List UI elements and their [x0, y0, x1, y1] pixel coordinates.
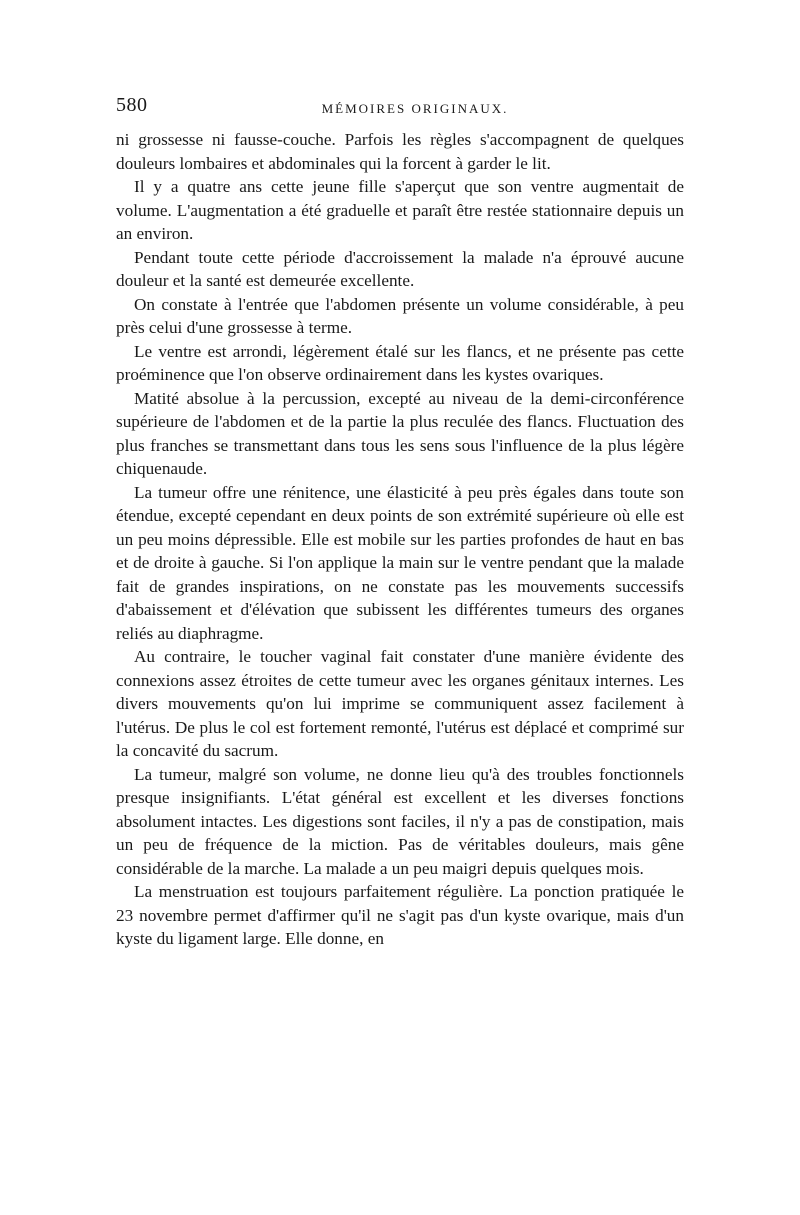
document-page — [116, 94, 684, 951]
page-number: 580 — [116, 94, 148, 116]
running-head: MÉMOIRES ORIGINAUX. — [321, 101, 509, 116]
paragraph: Matité absolue à la percussion, excepté au niveau de la demi-circonférence supérieure de l'abdomen et de la partie la plus reculée des flancs. Fluctuation des plus franches se transmettant dans tous les sens sous l'influence de la plus légère chiquenaude. — [116, 388, 684, 478]
page-header — [116, 94, 684, 128]
paragraph-continuation: ni grossesse ni fausse-couche. Parfois les règles s'accompagnent de quelques douleurs lombaires et abdominales qui la forcent à garder le lit. — [116, 130, 684, 173]
paragraph: Il y a quatre ans cette jeune fille s'aperçut que son ventre augmentait de volume. L'augmentation a été graduelle et paraît être restée stationnaire depuis un an environ. — [116, 177, 684, 243]
paragraph: Le ventre est arrondi, légèrement étalé sur les flancs, et ne présente pas cette proéminence que l'on observe ordinairement dans les kystes ovariques. — [116, 341, 684, 384]
paragraph: La menstruation est toujours parfaitement régulière. La ponction pratiquée le 23 novembre permet d'affirmer qu'il ne s'agit pas d'un kyste ovarique, mais d'un kyste du ligament large. Elle donne, en — [116, 882, 684, 948]
paragraph: La tumeur offre une rénitence, une élasticité à peu près égales dans toute son étendue, excepté cependant en deux points de son extrémité supérieure où elle est un peu moins dépressible. Elle est mobile sur les parties profondes de haut en bas et de droite à gauche. Si l'on applique la main sur le ventre pendant que la malade fait de grandes inspirations, on ne constate pas les mouvements successifs d'abaissement et d'élévation que subissent les différentes tumeurs des organes reliés au diaphragme. — [116, 482, 684, 643]
body-text — [116, 128, 684, 951]
paragraph: Au contraire, le toucher vaginal fait constater d'une manière évidente des connexions assez étroites de cette tumeur avec les organes génitaux internes. Les divers mouvements qu'on lui imprime se communiquent assez facilement à l'utérus. De plus le col est fortement remonté, l'utérus est déplacé et comprimé sur la concavité du sacrum. — [116, 647, 684, 760]
paragraph: La tumeur, malgré son volume, ne donne lieu qu'à des troubles fonctionnels presque insignifiants. L'état général est excellent et les diverses fonctions absolument intactes. Les digestions sont faciles, il n'y a pas de constipation, mais un peu de fréquence de la miction. Pas de véritables douleurs, mais gêne considérable de la marche. La malade a un peu maigri depuis quelques mois. — [116, 764, 684, 878]
paragraph: On constate à l'entrée que l'abdomen présente un volume considérable, à peu près celui d'une grossesse à terme. — [116, 294, 684, 337]
paragraph: Pendant toute cette période d'accroissement la malade n'a éprouvé aucune douleur et la santé est demeurée excellente. — [116, 247, 684, 290]
